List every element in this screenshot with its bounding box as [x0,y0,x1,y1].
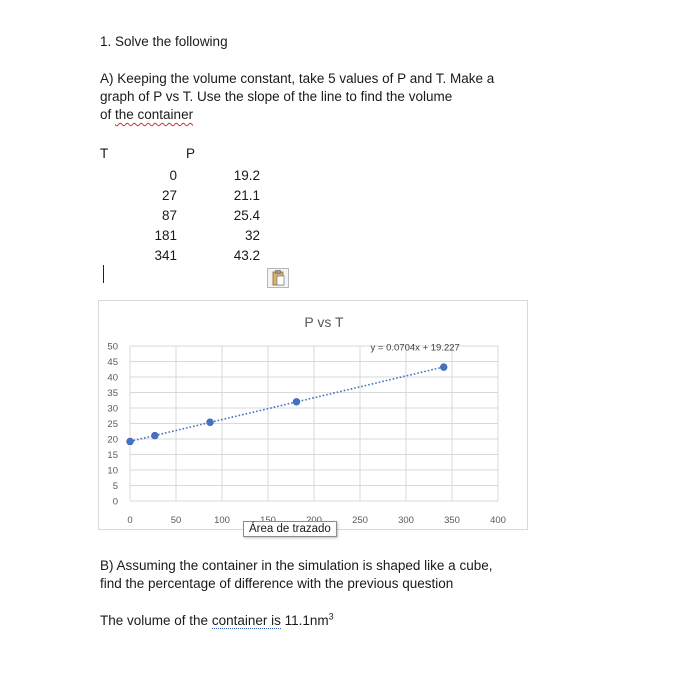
plot-area-tooltip: Área de trazado [243,521,337,537]
table-cell-t: 0 [169,168,177,183]
part-b-line-2: find the percentage of difference with the previous question [100,576,454,591]
p-vs-t-chart[interactable] [98,300,528,530]
x-tick-label: 100 [214,515,230,526]
volume-exponent: 3 [328,611,334,622]
chart-frame [99,301,528,530]
table-cell-p: 32 [244,228,260,243]
volume-answer [100,612,334,629]
table-cell-t: 181 [154,228,177,243]
volume-underlined-text: container is [211,613,281,628]
table-cell-t: 87 [161,208,177,223]
x-tick-label: 300 [398,515,414,526]
y-tick-label: 10 [107,465,118,477]
y-tick-label: 35 [107,388,118,399]
y-tick-label: 20 [107,434,118,446]
data-point [440,364,447,371]
data-point [151,432,158,439]
data-point [293,398,300,405]
table-cell-t: 27 [161,188,177,203]
x-tick-label: 400 [490,515,506,526]
chart-title: P vs T [304,314,344,330]
part-a-line-3-prefix: of [100,107,116,122]
x-tick-label: 350 [444,515,460,526]
y-tick-label: 15 [107,450,118,461]
table-cell-p: 43.2 [233,248,260,263]
table-cell-p: 25.4 [233,208,260,223]
y-tick-label: 5 [112,481,118,492]
text-cursor [103,265,104,283]
clipboard-icon [268,269,288,287]
paste-options-icon[interactable] [267,268,289,288]
part-a-line-3 [100,106,193,123]
data-point [127,438,134,445]
x-tick-label: 0 [127,515,133,526]
y-tick-label: 50 [107,341,118,353]
y-tick-label: 30 [107,403,118,415]
x-tick-label: 250 [352,515,368,526]
table-cell-p: 19.2 [233,168,260,183]
y-tick-label: 0 [112,496,118,508]
y-tick-label: 45 [107,357,118,368]
question-heading: 1. Solve the following [100,34,228,49]
volume-prefix: The volume of the [100,613,212,628]
y-tick-label: 25 [107,419,118,430]
table-cell-p: 21.1 [233,188,260,203]
part-a-line-2: graph of P vs T. Use the slope of the line to find the volume [100,89,453,104]
data-point [207,419,214,426]
table-cell-t: 341 [154,248,177,263]
table-header-p: P [186,146,196,161]
part-a-line-1: A) Keeping the volume constant, take 5 values of P and T. Make a [100,71,495,86]
part-b-line-1: B) Assuming the container in the simulation is shaped like a cube, [100,558,493,573]
part-a-underlined-text: the container [115,107,194,122]
table-header-t: T [100,146,109,161]
y-tick-label: 40 [107,372,118,384]
volume-value: 11.1nm [280,613,329,628]
x-tick-label: 50 [170,515,182,526]
trendline-equation: y = 0.0704x + 19.227 [370,342,460,354]
